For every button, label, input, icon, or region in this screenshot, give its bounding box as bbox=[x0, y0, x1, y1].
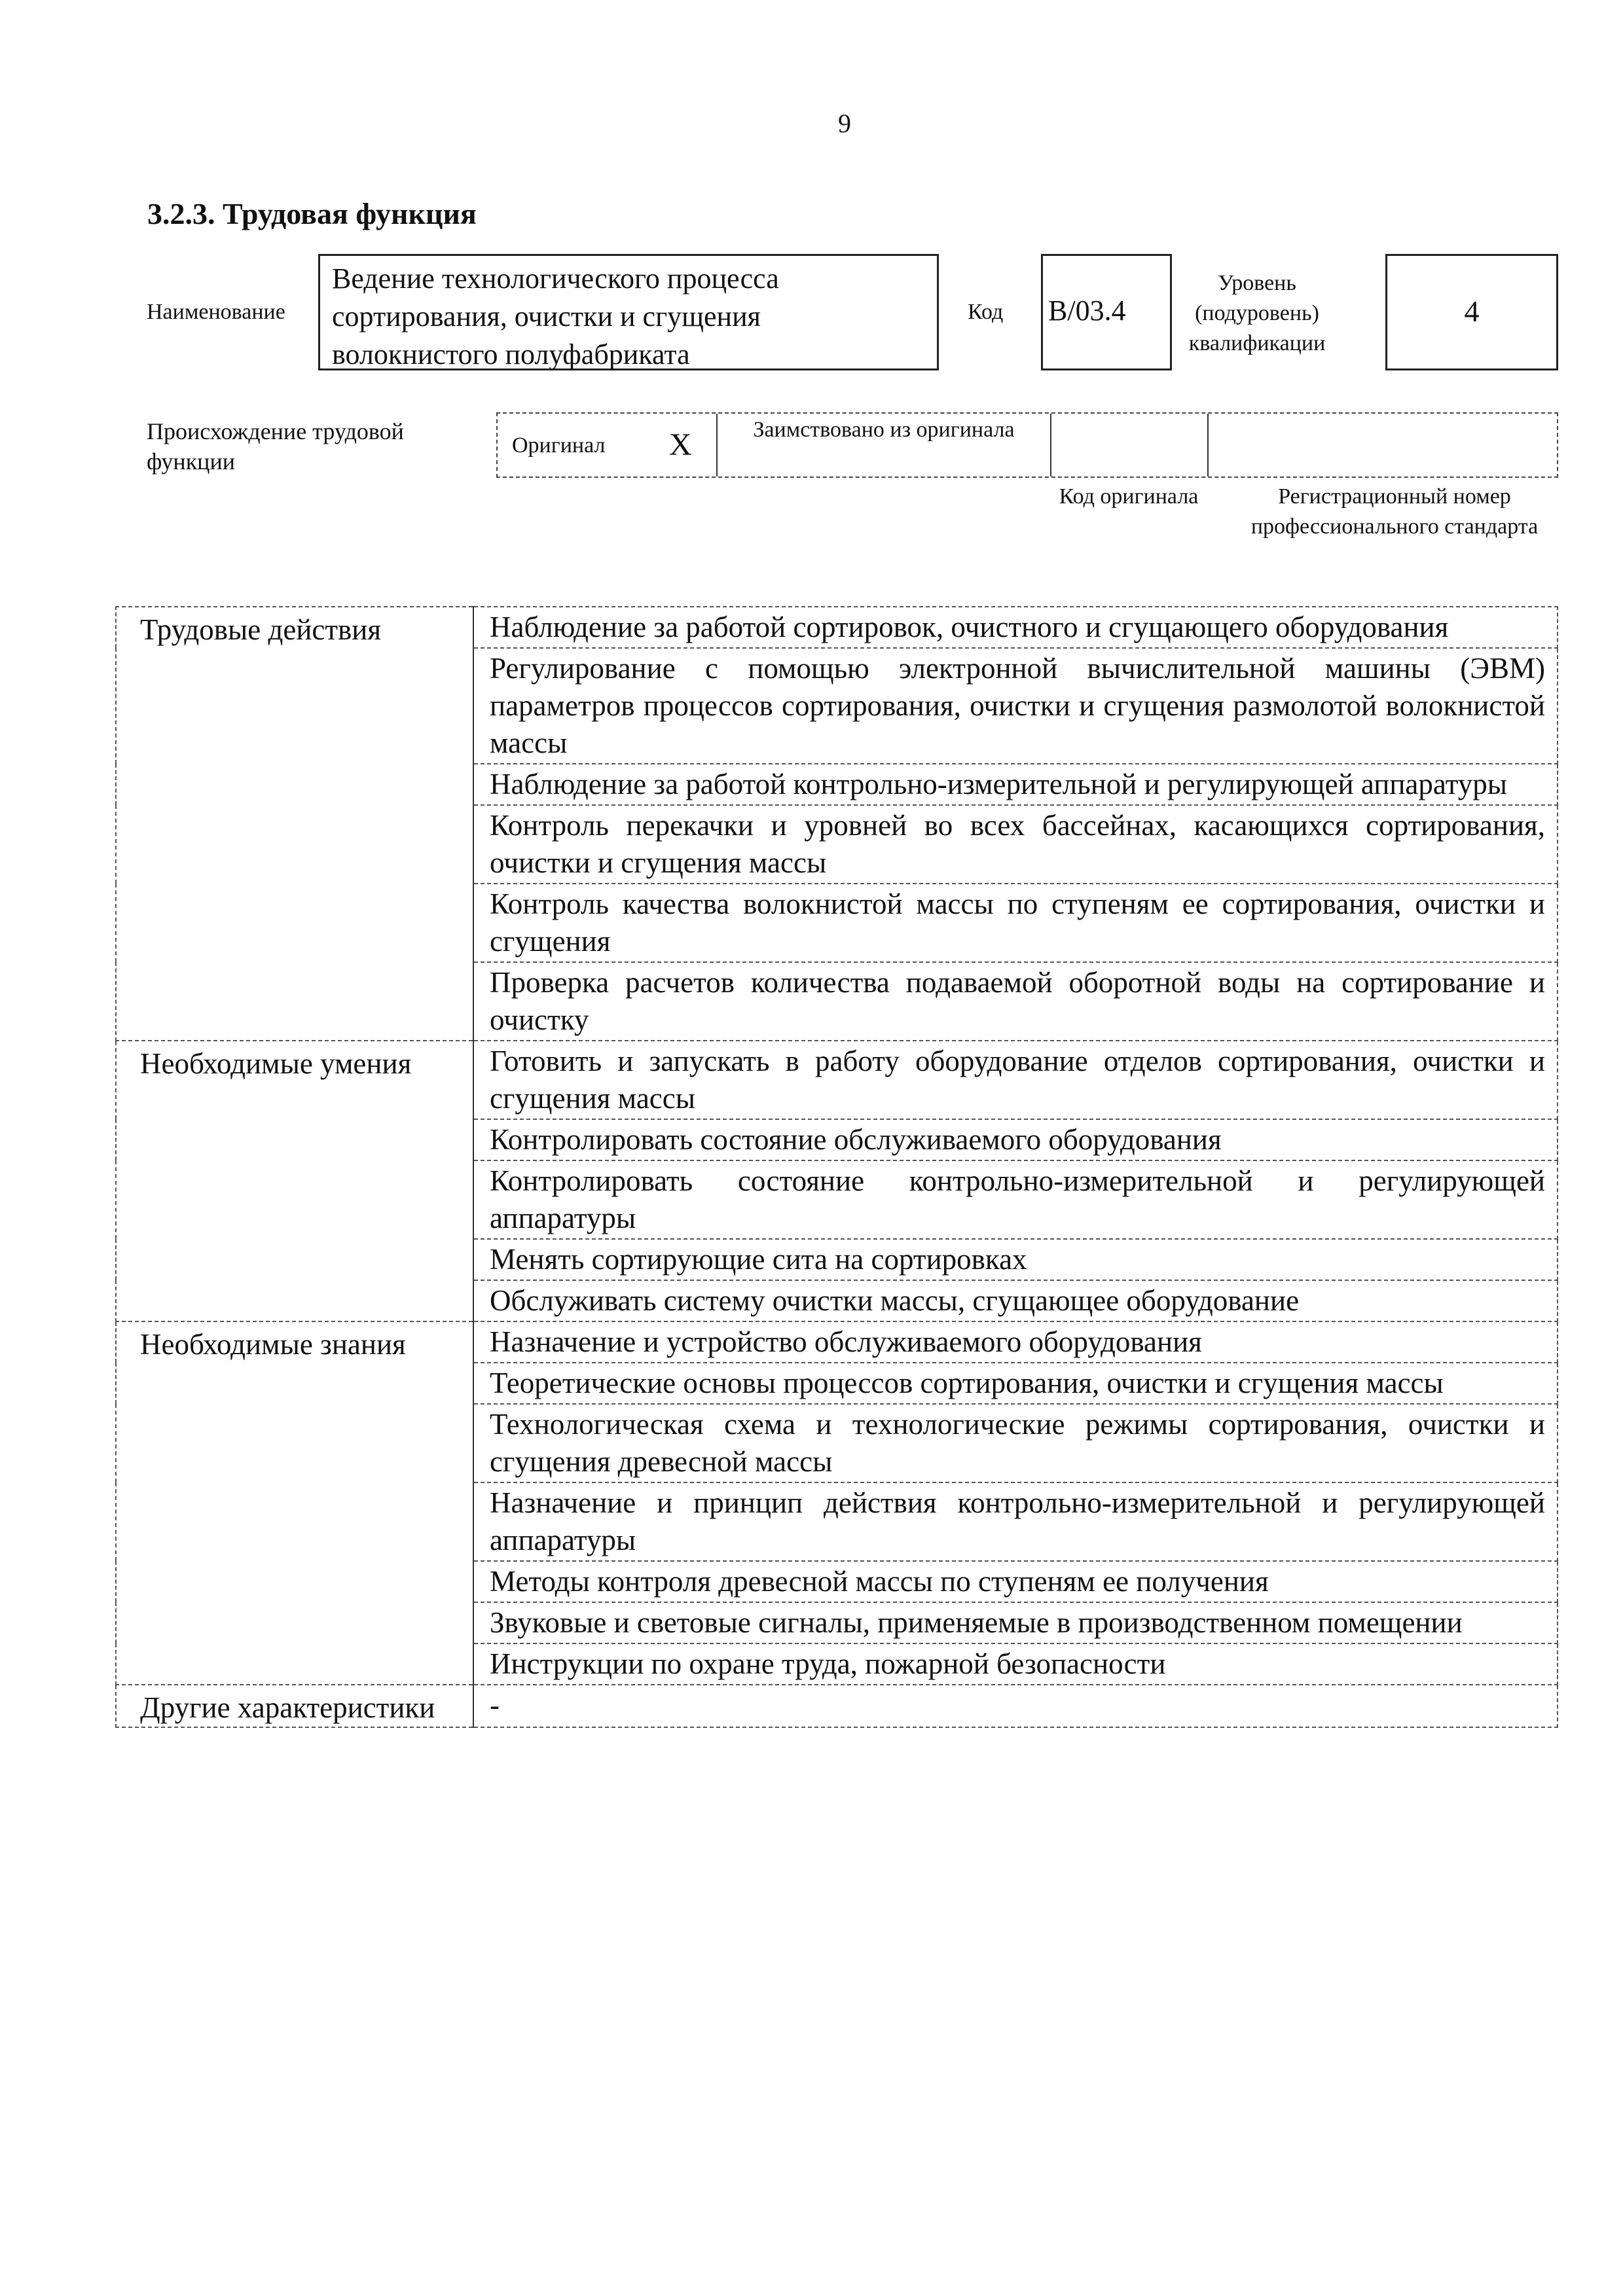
item-text: Назначение и принцип действия контрольно-измерительной и регулирующей аппаратуры bbox=[490, 1486, 1545, 1556]
original-mark: X bbox=[669, 427, 692, 462]
item-text: - bbox=[490, 1689, 500, 1721]
borrowed-label: Заимствовано из оригинала bbox=[753, 418, 1015, 442]
item-text: Методы контроля древесной массы по ступеням ее получения bbox=[490, 1565, 1269, 1598]
reg-number-caption: Регистрационный номер профессионального стандарта bbox=[1250, 484, 1539, 539]
item-cell bbox=[473, 1404, 1558, 1482]
item-text: Наблюдение за работой сортировок, очистного и сгущающего оборудования bbox=[490, 611, 1449, 643]
item-cell bbox=[473, 805, 1558, 884]
item-text: Контроль перекачки и уровней во всех бассейнах, касающихся сортирования, очистки и сгущения массы bbox=[490, 809, 1545, 879]
item-text: Наблюдение за работой контрольно-измерительной и регулирующей аппаратуры bbox=[490, 768, 1508, 800]
table-row bbox=[116, 1685, 1558, 1727]
item-cell bbox=[473, 1119, 1558, 1160]
category-cell: Другие характеристики bbox=[116, 1685, 473, 1727]
item-text: Назначение и устройство обслуживаемого оборудования bbox=[490, 1325, 1202, 1358]
origin-row bbox=[496, 412, 1558, 478]
item-text: Контролировать состояние контрольно-измерительной и регулирующей аппаратуры bbox=[490, 1164, 1545, 1234]
item-text: Контроль качества волокнистой массы по ступеням ее сортирования, очистки и сгущения bbox=[490, 888, 1545, 958]
table-row bbox=[116, 607, 1558, 648]
item-cell bbox=[473, 1643, 1558, 1685]
origin-original-cell bbox=[498, 414, 718, 476]
page-number: 9 bbox=[838, 109, 851, 138]
origin-label: Происхождение трудовой функции bbox=[147, 418, 404, 475]
item-cell bbox=[473, 1239, 1558, 1280]
level-box bbox=[1385, 254, 1558, 370]
item-text: Звуковые и световые сигналы, применяемые в производственном помещении bbox=[490, 1606, 1463, 1639]
function-table bbox=[115, 606, 1558, 1728]
origin-reg-cell bbox=[1209, 414, 1559, 476]
item-cell bbox=[473, 1041, 1558, 1119]
category-cell: Необходимые умения bbox=[116, 1041, 473, 1321]
origin-code-cell bbox=[1051, 414, 1209, 476]
function-name-value: Ведение технологического процесса сортирования, очистки и сгущения волокнистого полуфабриката bbox=[332, 262, 779, 370]
category-cell: Необходимые знания bbox=[116, 1321, 473, 1685]
level-label: Уровень (подуровень) квалификации bbox=[1188, 271, 1326, 355]
function-table-body bbox=[116, 607, 1558, 1727]
item-cell bbox=[473, 962, 1558, 1041]
level-value: 4 bbox=[1464, 295, 1480, 328]
name-label: Наименование bbox=[147, 300, 285, 324]
section-title: 3.2.3. Трудовая функция bbox=[147, 197, 477, 230]
item-text: Инструкции по охране труда, пожарной безопасности bbox=[490, 1647, 1166, 1680]
table-row bbox=[116, 1321, 1558, 1363]
item-text: Готовить и запускать в работу оборудование отделов сортирования, очистки и сгущения массы bbox=[490, 1045, 1545, 1115]
item-text: Технологическая схема и технологические режимы сортирования, очистки и сгущения древесной массы bbox=[490, 1408, 1545, 1478]
origin-borrowed-cell bbox=[718, 414, 1051, 476]
item-cell bbox=[473, 1160, 1558, 1239]
item-text: Контролировать состояние обслуживаемого оборудования bbox=[490, 1123, 1222, 1156]
code-label: Код bbox=[968, 300, 1004, 324]
item-cell bbox=[473, 1363, 1558, 1404]
item-cell bbox=[473, 1321, 1558, 1363]
item-text: Менять сортирующие сита на сортировках bbox=[490, 1243, 1027, 1276]
original-label: Оригинал bbox=[512, 433, 606, 457]
item-cell bbox=[473, 764, 1558, 805]
code-original-caption: Код оригинала bbox=[1059, 484, 1199, 509]
item-text: Теоретические основы процессов сортирования, очистки и сгущения массы bbox=[490, 1367, 1444, 1399]
item-text: Проверка расчетов количества подаваемой оборотной воды на сортирование и очистку bbox=[490, 966, 1545, 1036]
item-cell bbox=[473, 884, 1558, 962]
code-box bbox=[1041, 254, 1172, 370]
item-cell bbox=[473, 1561, 1558, 1602]
item-text: Обслуживать систему очистки массы, сгущающее оборудование bbox=[490, 1284, 1300, 1317]
item-cell bbox=[473, 1280, 1558, 1321]
item-cell bbox=[473, 607, 1558, 648]
item-cell bbox=[473, 648, 1558, 764]
item-cell bbox=[473, 1685, 1558, 1727]
item-cell bbox=[473, 1482, 1558, 1561]
item-cell bbox=[473, 1602, 1558, 1643]
category-cell: Трудовые действия bbox=[116, 607, 473, 1041]
code-value: B/03.4 bbox=[1048, 295, 1126, 327]
table-row bbox=[116, 1041, 1558, 1119]
item-text: Регулирование с помощью электронной вычислительной машины (ЭВМ) параметров процессов сортирования, очистки и сгущения размолотой волокнистой массы bbox=[490, 652, 1545, 759]
function-name-box bbox=[318, 254, 939, 370]
